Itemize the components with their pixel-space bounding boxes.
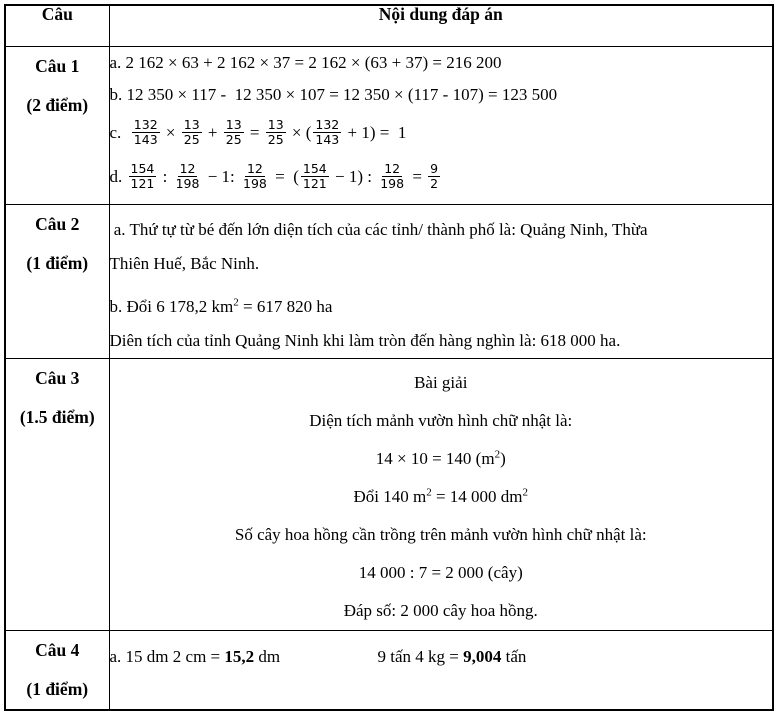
fraction-denominator: 198 — [243, 176, 267, 191]
answer-content-cell — [109, 204, 773, 358]
fraction — [301, 162, 329, 192]
answer-line — [110, 213, 773, 247]
fraction-denominator: 25 — [225, 132, 242, 147]
fraction-numerator: 12 — [246, 160, 263, 176]
text-segment: : — [158, 166, 172, 186]
column-segment — [378, 647, 527, 666]
table-row-cau-4 — [5, 630, 773, 710]
question-label-cell — [5, 204, 109, 358]
text-segment: 14 × 10 = 140 (m — [375, 448, 495, 468]
fraction-numerator: 13 — [267, 116, 284, 132]
text-segment: = 14 000 dm — [431, 486, 523, 506]
header-row — [5, 5, 773, 46]
fraction — [266, 118, 286, 148]
text-segment: 15,2 — [224, 646, 255, 666]
fraction — [224, 118, 244, 148]
fraction-denominator: 198 — [175, 176, 200, 191]
question-points: (2 điểm) — [26, 94, 89, 115]
text-segment: ) — [500, 448, 506, 468]
answer-line — [110, 592, 773, 630]
fraction-numerator: 154 — [302, 160, 327, 176]
table-row-cau-3 — [5, 358, 773, 630]
answer-line — [110, 516, 773, 554]
text-segment: 9,004 — [463, 646, 502, 666]
fraction — [378, 162, 406, 192]
question-label-cell — [5, 46, 109, 204]
fraction — [313, 118, 341, 148]
fraction-denominator: 25 — [267, 132, 284, 147]
text-segment: 14 000 : 7 = 2 000 (cây) — [358, 562, 523, 582]
header-question-column: Câu — [5, 5, 109, 46]
fraction — [182, 118, 202, 148]
superscript: 2 — [233, 295, 239, 308]
text-segment: − 1) : — [330, 166, 377, 186]
text-segment: a. 2 162 × 63 + 2 162 × 37 = 2 162 × (63 + 37) = 216 200 — [109, 52, 502, 72]
fraction-numerator: 132 — [133, 116, 158, 132]
text-segment: Thiên Huế, Bắc Ninh. — [109, 253, 260, 273]
text-segment: b. 12 350 × 117 - 12 350 × 107 = 12 350 × (117 - 107) = 123 500 — [109, 84, 558, 104]
superscript: 2 — [494, 447, 501, 460]
column-segment — [110, 643, 378, 671]
text-segment: 9 tấn 4 kg = — [377, 646, 464, 666]
answer-line — [110, 111, 773, 155]
answer-line — [110, 402, 773, 440]
answer-line — [110, 440, 773, 478]
text-segment: = — [245, 122, 264, 142]
fraction-denominator: 2 — [430, 176, 439, 191]
answer-line — [110, 478, 773, 516]
fraction-numerator: 154 — [130, 160, 155, 176]
answer-table — [4, 4, 774, 711]
text-segment: = 617 820 ha — [238, 296, 333, 316]
fraction-denominator: 143 — [315, 132, 340, 147]
fraction-denominator: 143 — [133, 132, 158, 147]
answer-content-cell — [109, 630, 773, 710]
text-segment: a. Thứ tự từ bé đến lớn diện tích của các tỉnh/ thành phố là: Quảng Ninh, Thừa — [109, 219, 648, 239]
text-segment: Diện tích mảnh vườn hình chữ nhật là: — [309, 410, 573, 430]
text-segment: Bài giải — [414, 372, 468, 392]
fraction — [132, 118, 160, 148]
answer-line — [110, 643, 773, 671]
table-body — [5, 46, 773, 710]
text-segment: c. — [109, 122, 130, 142]
fraction — [174, 162, 202, 192]
fraction-numerator: 13 — [183, 116, 200, 132]
question-number: Câu 1 — [35, 55, 80, 76]
fraction-denominator: 121 — [302, 176, 327, 191]
question-number: Câu 2 — [35, 213, 80, 234]
answer-line — [110, 247, 773, 281]
text-segment: Đổi 140 m — [353, 486, 427, 506]
text-segment: + — [203, 122, 222, 142]
answer-line — [110, 79, 773, 111]
question-number: Câu 3 — [35, 367, 80, 388]
text-segment: − 1: — [203, 166, 240, 186]
text-segment: tấn — [501, 646, 527, 666]
answer-content-cell — [109, 46, 773, 204]
question-points: (1 điểm) — [26, 252, 89, 273]
table-row-cau-1 — [5, 46, 773, 204]
fraction-denominator: 121 — [130, 176, 155, 191]
text-segment: × ( — [287, 122, 312, 142]
question-number: Câu 4 — [35, 639, 80, 660]
fraction-denominator: 25 — [183, 132, 200, 147]
text-segment: d. — [109, 166, 127, 186]
fraction-numerator: 9 — [430, 160, 439, 176]
answer-content-cell — [109, 358, 773, 630]
text-segment: a. 15 dm 2 cm = — [109, 646, 225, 666]
text-segment: = — [408, 166, 427, 186]
fraction — [428, 162, 440, 192]
table-row-cau-2 — [5, 204, 773, 358]
answer-line — [110, 324, 773, 358]
fraction-numerator: 13 — [225, 116, 242, 132]
fraction-numerator: 12 — [384, 160, 401, 176]
fraction — [129, 162, 157, 192]
text-segment: b. Đổi 6 178,2 km — [109, 296, 234, 316]
question-label-cell — [5, 358, 109, 630]
fraction — [241, 162, 269, 192]
question-label-cell — [5, 630, 109, 710]
fraction-numerator: 12 — [179, 160, 196, 176]
text-segment: dm — [254, 646, 281, 666]
question-points: (1 điểm) — [26, 678, 89, 699]
text-segment: Diên tích của tỉnh Quảng Ninh khi làm tròn đến hàng nghìn là: 618 000 ha. — [109, 330, 621, 350]
text-segment: Đáp số: 2 000 cây hoa hồng. — [343, 600, 538, 620]
answer-line — [110, 290, 773, 324]
text-segment: × — [161, 122, 180, 142]
answer-line — [110, 364, 773, 402]
superscript: 2 — [522, 485, 529, 498]
text-segment: = ( — [270, 166, 299, 186]
answer-line — [110, 47, 773, 79]
fraction-denominator: 198 — [380, 176, 405, 191]
text-segment: + 1) = 1 — [343, 122, 407, 142]
answer-line — [110, 155, 773, 199]
superscript: 2 — [426, 485, 432, 498]
fraction-numerator: 132 — [315, 116, 340, 132]
text-segment: Số cây hoa hồng cần trồng trên mảnh vườn hình chữ nhật là: — [234, 524, 647, 544]
answer-line — [110, 554, 773, 592]
question-points: (1.5 điểm) — [19, 406, 95, 427]
header-content-column: Nội dung đáp án — [109, 5, 773, 46]
